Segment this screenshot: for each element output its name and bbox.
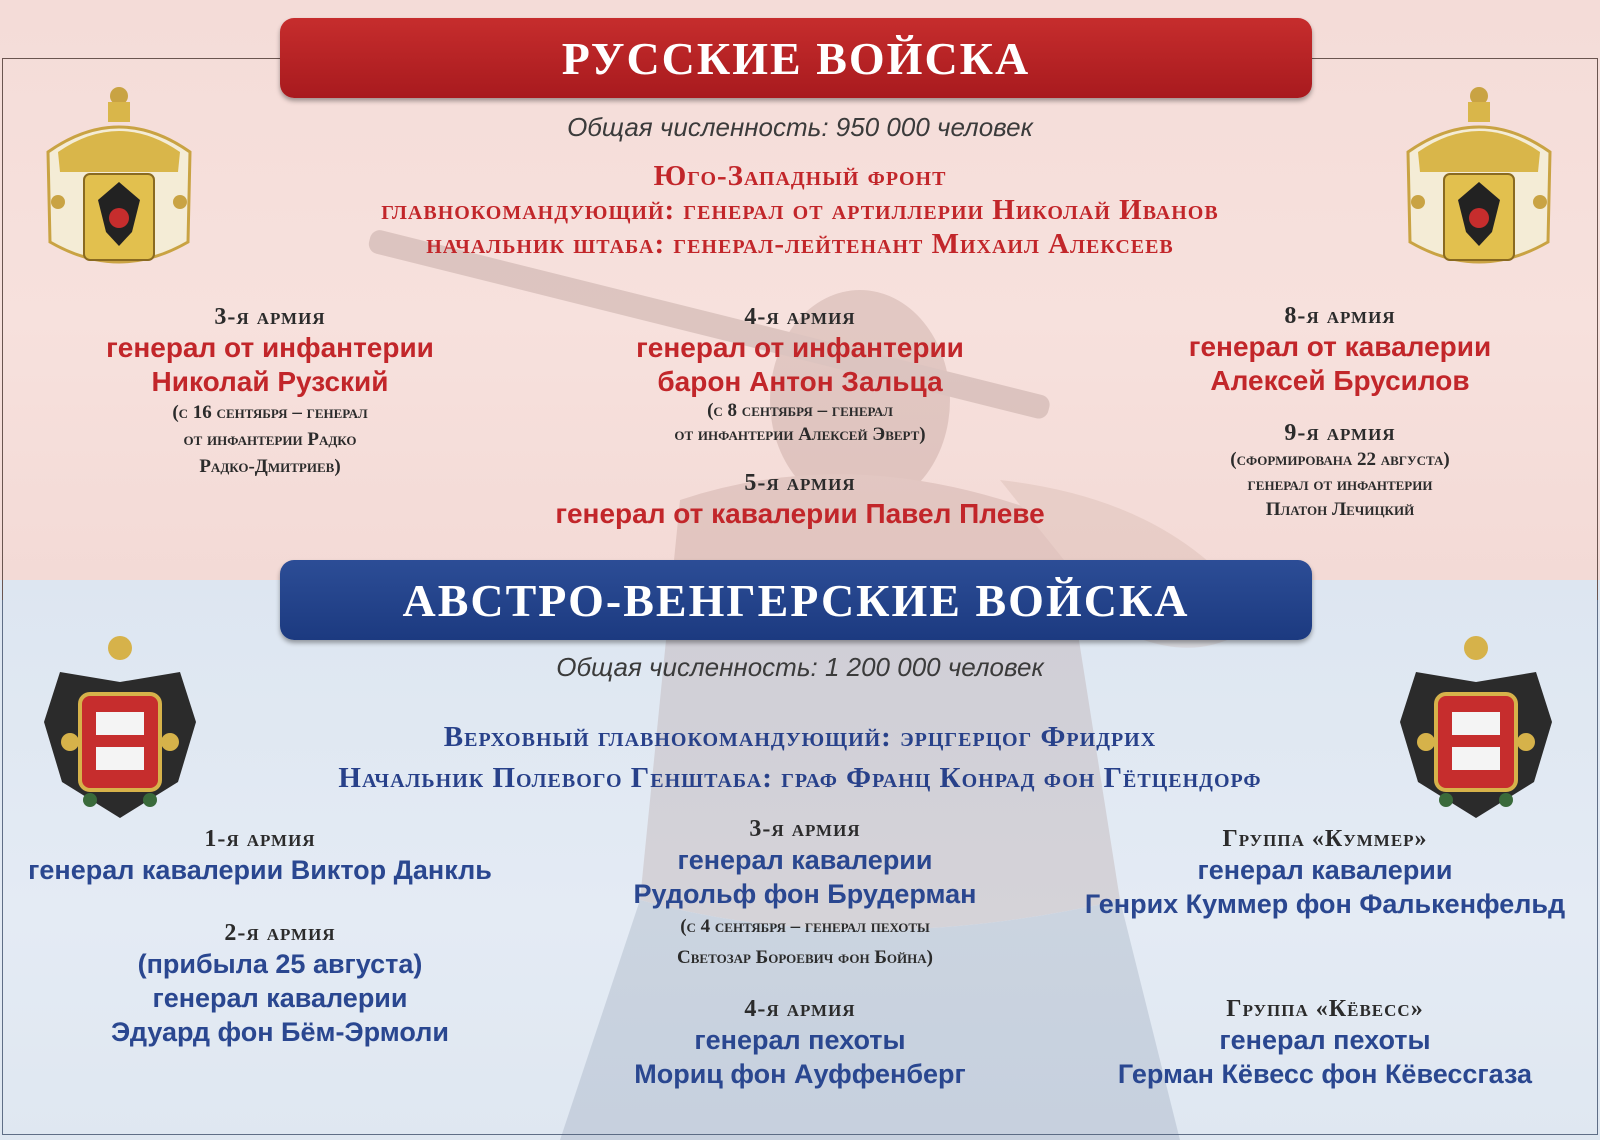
russian-army-8: 8-я армия генерал от кавалерии Алексей Брусилов <box>1188 303 1492 396</box>
russian-commander: главнокомандующий: генерал от артиллерии Николай Иванов <box>381 194 1219 226</box>
russian-front-name: Юго-Западный фронт <box>653 160 947 192</box>
austro-forces-banner: АВСТРО-ВЕНГЕРСКИЕ ВОЙСКА <box>280 560 1312 640</box>
austro-army-2: 2-я армия (прибыла 25 августа) генерал кавалерии Эдуард фон Бём-Эрмоли <box>111 920 449 1047</box>
austro-hungarian-coat-of-arms-icon <box>40 632 200 822</box>
russian-army-5: 5-я армия генерал от кавалерии Павел Плеве <box>555 470 1045 529</box>
austro-army-3: 3-я армия генерал кавалерии Рудольф фон Брудерман (с 4 сентября – генерал пехоты Светозар Бороевич фон Бойна) <box>633 816 977 968</box>
russian-total-strength: Общая численность: 950 000 человек <box>567 112 1033 142</box>
austro-group-kovess: Группа «Кёвесс» генерал пехоты Герман Кёвесс фон Кёвессгаза <box>1117 996 1533 1089</box>
russian-forces-banner: РУССКИЕ ВОЙСКА <box>280 18 1312 98</box>
russian-coat-of-arms-icon <box>1398 82 1560 272</box>
austro-chief-of-staff: Начальник Полевого Генштаба: граф Франц Конрад фон Гётцендорф <box>338 762 1262 794</box>
russian-chief-of-staff: начальник штаба: генерал-лейтенант Михаил Алексеев <box>426 228 1174 260</box>
russian-army-9: 9-я армия (сформирована 22 августа) генерал от инфантерии Платон Лечицкий <box>1230 420 1450 520</box>
austro-army-1: 1-я армия генерал кавалерии Виктор Данкль <box>28 826 492 885</box>
austro-total-strength: Общая численность: 1 200 000 человек <box>556 652 1044 682</box>
austro-group-kummer: Группа «Куммер» генерал кавалерии Генрих Куммер фон Фалькенфельд <box>1084 826 1566 919</box>
austro-hungarian-coat-of-arms-icon <box>1396 632 1556 822</box>
austro-army-4: 4-я армия генерал пехоты Мориц фон Ауффенберг <box>634 996 966 1089</box>
russian-army-3: 3-я армия генерал от инфантерии Николай Рузский (с 16 сентября – генерал от инфантерии Радко Радко-Дмитриев) <box>106 304 434 477</box>
russian-army-4: 4-я армия генерал от инфантерии барон Антон Зальца (с 8 сентября – генерал от инфантерии Алексей Эверт) <box>636 304 964 445</box>
russian-coat-of-arms-icon <box>38 82 200 272</box>
austro-supreme-commander: Верховный главнокомандующий: эрцгерцог Фридрих <box>443 721 1157 753</box>
